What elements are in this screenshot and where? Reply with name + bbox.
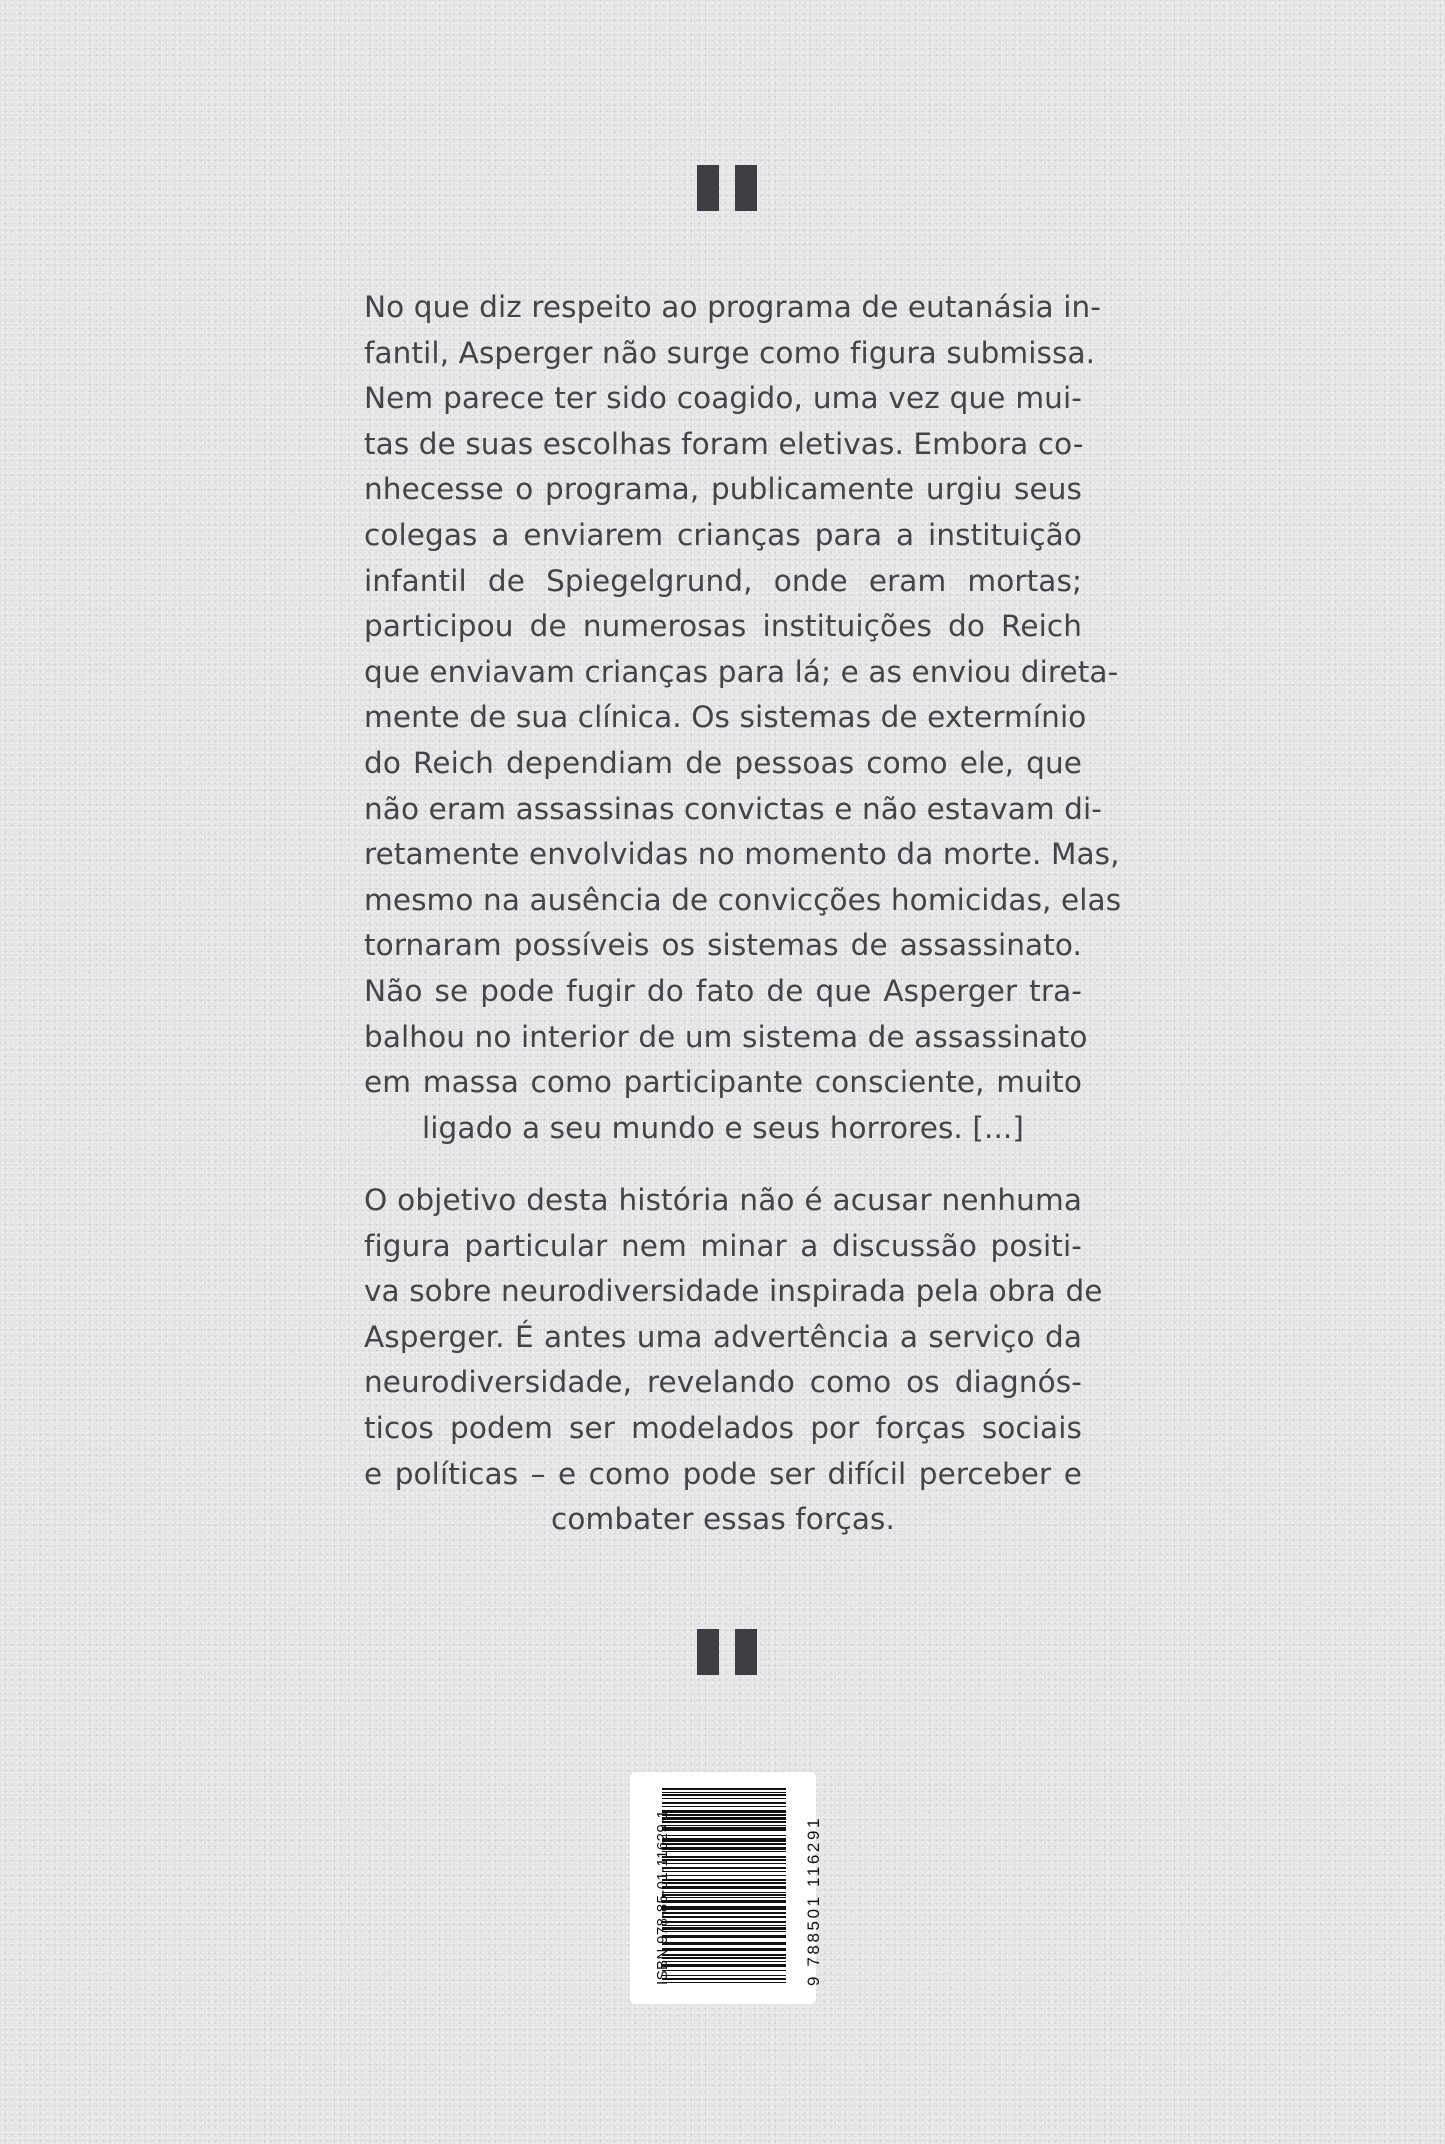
barcode-bar: [662, 1879, 786, 1881]
text-line: que enviavam crianças para lá; e as enviou direta-: [364, 654, 1119, 689]
text-line-last: ligado a seu mundo e seus horrores. [...]: [421, 1110, 1025, 1145]
barcode-bar: [662, 1978, 786, 1980]
text-line: infantil de Spiegelgrund, onde eram mortas;: [364, 563, 1082, 598]
ean-digits: 9 788501 116291: [804, 1815, 823, 1986]
barcode-bar: [662, 1927, 786, 1930]
barcode-bar: [662, 1867, 786, 1869]
barcode-bar: [662, 1906, 786, 1910]
text-line: mesmo na ausência de convicções homicidas, elas: [364, 882, 1122, 917]
barcode-bar: [662, 1814, 786, 1816]
barcode-bar: [662, 1964, 786, 1967]
barcode-bar: [662, 1817, 786, 1820]
barcode-bar: [662, 1875, 786, 1876]
text-line: fantil, Asperger não surge como figura submissa.: [364, 335, 1096, 370]
barcode-bar: [662, 1794, 786, 1796]
barcode-bar: [662, 1847, 786, 1850]
closing-quote-icon: [697, 165, 757, 211]
barcode-bar: [662, 1961, 786, 1962]
barcode-bar: [662, 1900, 786, 1903]
text-line: figura particular nem minar a discussão positi-: [364, 1228, 1082, 1263]
barcode-bar: [662, 1970, 786, 1971]
barcode-bar: [662, 1821, 786, 1823]
barcode-bar: [662, 1843, 786, 1845]
barcode-bar: [662, 1921, 786, 1923]
barcode-bar: [662, 1827, 786, 1831]
quote-paragraph-1: [364, 285, 1122, 1151]
barcode-bar: [662, 1894, 786, 1896]
barcode-bar: [662, 1825, 786, 1826]
barcode-bar: [662, 1948, 786, 1951]
text-line: nhecesse o programa, publicamente urgiu seus: [364, 472, 1082, 507]
barcode-bar: [662, 1882, 786, 1884]
barcode-bar: [662, 1851, 786, 1852]
barcode-bar: [662, 1975, 786, 1976]
barcode-bar: [662, 1912, 786, 1914]
text-line: balhou no interior de um sistema de assassinato: [364, 1019, 1088, 1054]
barcode-bar: [662, 1935, 786, 1938]
text-line: va sobre neurodiversidade inspirada pela obra de: [364, 1274, 1103, 1309]
text-line: Asperger. É antes uma advertência a serviço da: [364, 1319, 1082, 1354]
text-line: em massa como participante consciente, muito: [364, 1065, 1082, 1100]
barcode-bar: [662, 1792, 786, 1793]
barcode-bar: [662, 1954, 786, 1956]
barcode-bar: [662, 1810, 786, 1813]
text-line: do Reich dependiam de pessoas como ele, que: [364, 745, 1082, 780]
barcode-bar: [662, 1925, 786, 1926]
text-line: colegas a enviarem crianças para a instituição: [364, 517, 1082, 552]
text-line: retamente envolvidas no momento da morte. Mas,: [364, 837, 1120, 872]
barcode-bar: [662, 1798, 786, 1799]
barcode-bar: [662, 1957, 786, 1959]
barcode-bar: [662, 1931, 786, 1932]
barcode-bar: [662, 1863, 786, 1864]
text-line: Não se pode fugir do fato de que Asperger tra-: [364, 973, 1082, 1008]
barcode-bar: [662, 1982, 786, 1983]
barcode-bar: [662, 1871, 786, 1872]
barcode-bar: [662, 1838, 786, 1842]
isbn-barcode: [630, 1772, 823, 2004]
text-line: participou de numerosas instituições do Reich: [364, 609, 1082, 644]
barcode-bar: [662, 1916, 786, 1918]
barcode-bar: [662, 1859, 786, 1861]
text-line: não eram assassinas convictas e não estavam di-: [364, 791, 1103, 826]
text-line: mente de sua clínica. Os sistemas de extermínio: [364, 700, 1087, 735]
barcode-bar: [662, 1835, 786, 1836]
barcode-bar: [662, 1892, 786, 1893]
closing-quote-icon: [697, 1629, 757, 1675]
quote-paragraph-2: [364, 1178, 1103, 1543]
barcode-bar: [662, 1942, 786, 1945]
barcode-bar: [662, 1802, 786, 1804]
barcode-bar: [662, 1806, 786, 1807]
text-line: tornaram possíveis os sistemas de assassinato.: [364, 928, 1082, 963]
text-line: O objetivo desta história não é acusar nenhuma: [364, 1183, 1082, 1217]
barcode-bar: [662, 1788, 786, 1790]
text-line: e políticas – e como pode ser difícil perceber e: [364, 1456, 1082, 1491]
text-line: Nem parece ter sido coagido, uma vez que mui-: [364, 381, 1082, 416]
barcode-bar: [662, 1856, 786, 1858]
text-line: neurodiversidade, revelando como os diagnós-: [364, 1365, 1082, 1400]
barcode-bar: [662, 1886, 786, 1889]
text-line-last: combater essas forças.: [551, 1502, 895, 1537]
text-line: ticos podem ser modelados por forças sociais: [364, 1410, 1082, 1445]
text-line: No que diz respeito ao programa de eutanásia in-: [364, 290, 1102, 324]
isbn-label: ISBN 978-85-01-11629-1: [654, 1809, 671, 1985]
barcode-bar: [662, 1897, 786, 1898]
text-line: tas de suas escolhas foram eletivas. Embora co-: [364, 426, 1084, 461]
